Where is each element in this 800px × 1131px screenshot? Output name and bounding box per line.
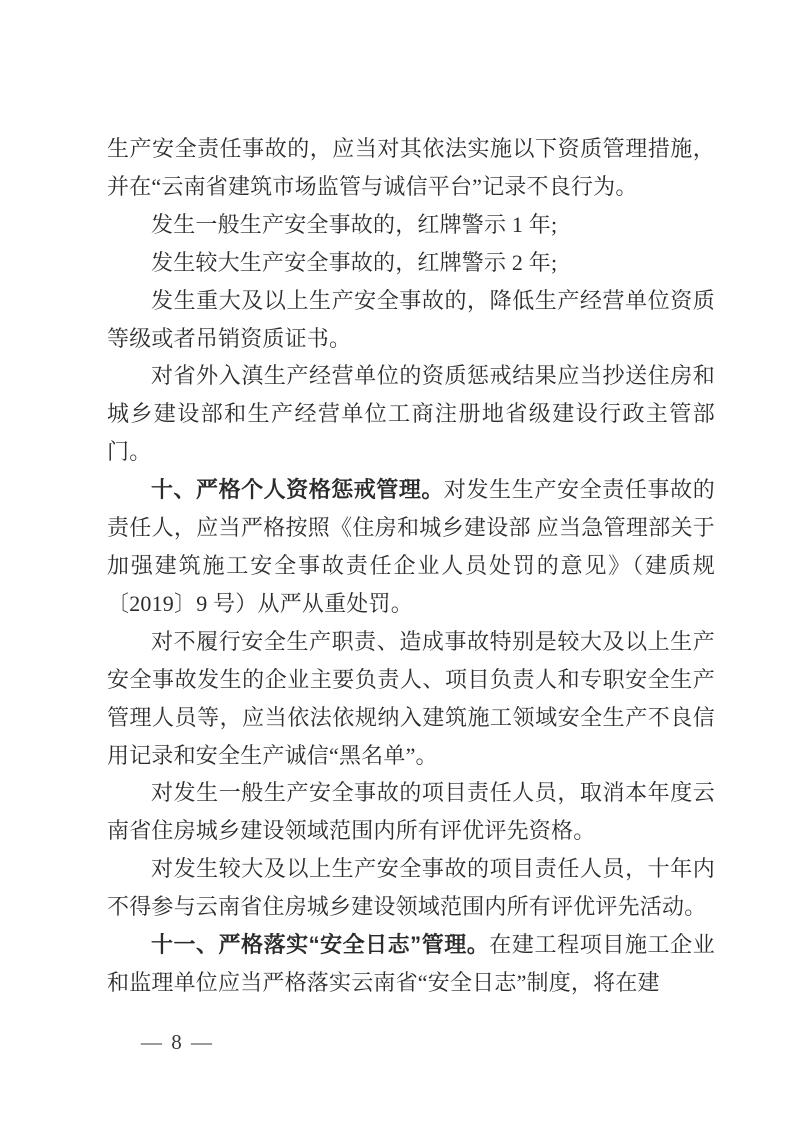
paragraph bbox=[107, 130, 715, 206]
text-run: 发生一般生产安全事故的，红牌警示 1 年; bbox=[151, 211, 558, 237]
section-heading-run: 十、严格个人资格惩戒管理。 bbox=[151, 477, 444, 503]
text-run: 对不履行安全生产职责、造成事故特别是较大及以上生产安全事故发生的企业主要负责人、项目负责人和专职安全生产管理人员等，应当依法依规纳入建筑施工领域安全生产不良信用记录和安全生产诚信“黑名单”。 bbox=[107, 628, 715, 768]
paragraph bbox=[107, 244, 715, 282]
paragraph bbox=[107, 357, 715, 471]
text-run: 在建工程项目施工企业和监理单位应当严格落实云南省“安全日志”制度，将在建 bbox=[107, 932, 715, 995]
text-run: 对发生生产安全责任事故的责任人，应当严格按照《住房和城乡建设部 应当急管理部关于加强建筑施工安全事故责任企业人员处罚的意见》（建质规〔2019〕9 号）从严从重处罚。 bbox=[107, 477, 715, 616]
paragraph bbox=[107, 926, 715, 1002]
text-run: 对省外入滇生产经营单位的资质惩戒结果应当抄送住房和城乡建设部和生产经营单位工商注册地省级建设行政主管部门。 bbox=[107, 363, 715, 465]
section-heading-run: 十一、严格落实“安全日志”管理。 bbox=[151, 932, 490, 958]
paragraph bbox=[107, 471, 715, 623]
text-run: 对发生较大及以上生产安全事故的项目责任人员，十年内不得参与云南省住房城乡建设领域范围内所有评优评先活动。 bbox=[107, 856, 715, 920]
page-number: — 8 — bbox=[141, 1030, 214, 1054]
paragraph bbox=[107, 282, 715, 358]
paragraph bbox=[107, 206, 715, 244]
paragraph bbox=[107, 623, 715, 775]
text-run: 发生较大生产安全事故的，红牌警示 2 年; bbox=[151, 249, 558, 275]
paragraph bbox=[107, 850, 715, 926]
text-run: 生产安全责任事故的，应当对其依法实施以下资质管理措施，并在“云南省建筑市场监管与诚信平台”记录不良行为。 bbox=[107, 136, 715, 199]
text-run: 对发生一般生产安全事故的项目责任人员，取消本年度云南省住房城乡建设领域范围内所有评优评先资格。 bbox=[107, 780, 715, 844]
paragraph bbox=[107, 774, 715, 850]
text-run: 发生重大及以上生产安全事故的，降低生产经营单位资质等级或者吊销资质证书。 bbox=[107, 287, 715, 351]
document-body bbox=[107, 130, 715, 1002]
